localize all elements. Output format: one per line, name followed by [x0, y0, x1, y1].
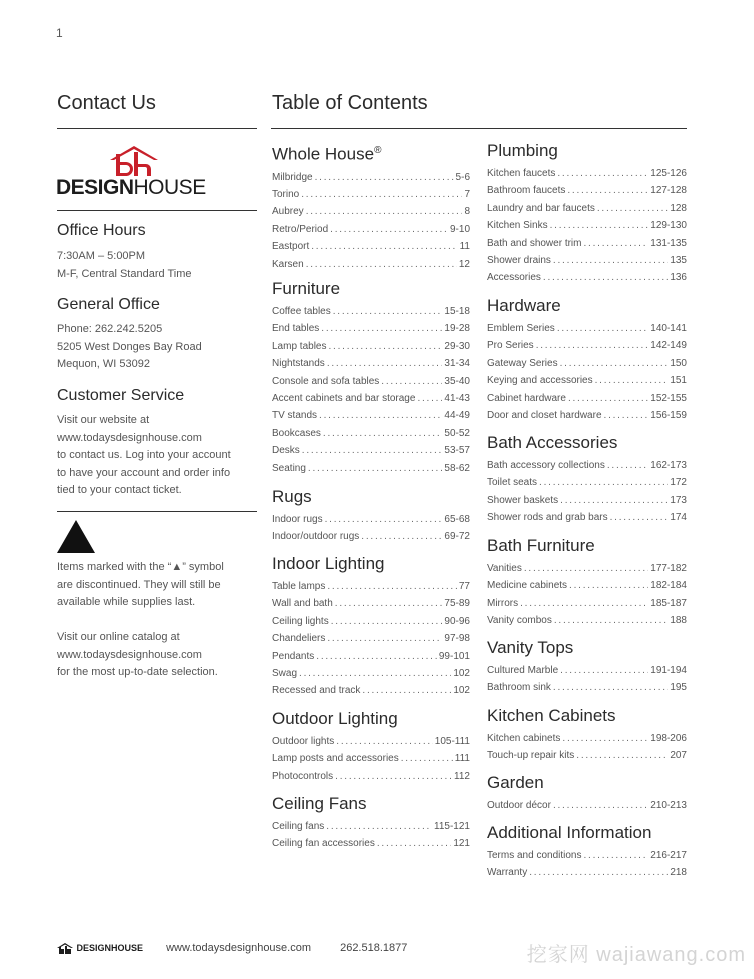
- toc-entry-page: 121: [453, 838, 470, 850]
- toc-entry-page: 77: [458, 581, 470, 592]
- toc-leader-dots: [335, 595, 443, 612]
- toc-entry[interactable]: [487, 679, 687, 696]
- toc-entry-page: 127-128: [650, 185, 687, 197]
- toc-entry-label: Terms and conditions: [487, 850, 582, 861]
- toc-section: [487, 140, 687, 287]
- toc-entry-label: Table lamps: [272, 581, 326, 592]
- toc-heading: Table of Contents: [272, 92, 428, 114]
- toc-entry[interactable]: [272, 442, 470, 459]
- toc-entry-page: 207: [670, 750, 687, 762]
- toc-entry[interactable]: [272, 425, 470, 442]
- toc-entry-page: 29-30: [444, 340, 470, 352]
- toc-entry-label: Retro/Period: [272, 223, 329, 235]
- toc-entry-page: 182-184: [650, 580, 687, 592]
- toc-leader-dots: [323, 425, 443, 442]
- toc-entry-label: Shower rods and grab bars: [487, 512, 608, 524]
- notice-rule: [57, 511, 257, 512]
- toc-leader-dots: [361, 528, 442, 545]
- toc-entry-page: 44-49: [444, 410, 470, 422]
- toc-entry[interactable]: [272, 320, 470, 337]
- toc-leader-dots: [326, 818, 432, 835]
- toc-entry-page: 53-57: [444, 445, 470, 457]
- toc-entry[interactable]: [272, 630, 470, 647]
- toc-entry-label: Console and sofa tables: [272, 375, 380, 387]
- toc-entry-label: Toilet seats: [487, 477, 538, 489]
- toc-entry-label: Desks: [272, 445, 300, 457]
- toc-entry-label: Door and closet hardware: [487, 410, 602, 422]
- toc-entry-label: Seating: [272, 462, 306, 474]
- toc-leader-dots: [536, 337, 649, 354]
- toc-entry-page: 191-194: [650, 665, 687, 676]
- toc-leader-dots: [328, 338, 442, 355]
- toc-entry-label: Bath accessory collections: [487, 460, 605, 471]
- toc-entry-page: 35-40: [444, 375, 470, 387]
- logo-wordmark: DESIGNHOUSE: [56, 176, 206, 199]
- toc-entry[interactable]: [272, 407, 470, 424]
- toc-leader-dots: [584, 235, 649, 252]
- watermark: 挖家网 wajiawang.com: [526, 944, 746, 966]
- toc-leader-dots: [553, 679, 668, 696]
- toc-section-title: Rugs: [272, 487, 312, 506]
- toc-entry-page: 142-149: [650, 340, 687, 352]
- toc-leader-dots: [301, 186, 462, 203]
- toc-entry[interactable]: [487, 235, 687, 252]
- toc-entry[interactable]: [487, 390, 687, 407]
- toc-entry[interactable]: [272, 373, 470, 390]
- toc-entry-page: 162-173: [650, 460, 687, 471]
- toc-entry-label: Vanities: [487, 563, 522, 574]
- toc-leader-dots: [401, 750, 453, 767]
- toc-entry[interactable]: [487, 355, 687, 372]
- toc-section-title: Bath Accessories: [487, 433, 618, 452]
- toc-entry-page: 12: [458, 258, 470, 270]
- toc-entry-label: Pro Series: [487, 340, 534, 352]
- toc-leader-dots: [381, 373, 442, 390]
- toc-entry-label: Ceiling fans: [272, 821, 325, 832]
- toc-entry-label: Wall and bath: [272, 598, 333, 610]
- catalog-notice: Visit our online catalog at www.todaysdesignhouse.com for the most up-to-date selection.: [57, 631, 218, 679]
- toc-section: [272, 553, 470, 700]
- toc-leader-dots: [308, 460, 443, 477]
- toc-entry-page: 218: [670, 867, 687, 879]
- toc-entry[interactable]: [272, 578, 470, 595]
- toc-section: [487, 535, 687, 630]
- toc-entry-label: Outdoor lights: [272, 736, 335, 747]
- toc-entry-label: Emblem Series: [487, 323, 555, 334]
- toc-leader-dots: [607, 457, 648, 474]
- toc-entry[interactable]: [487, 337, 687, 354]
- toc-entry-label: Kitchen Sinks: [487, 220, 548, 232]
- toc-section: [272, 278, 470, 477]
- toc-entry-page: 65-68: [444, 514, 470, 525]
- toc-leader-dots: [543, 269, 668, 286]
- toc-entry[interactable]: [487, 200, 687, 217]
- toc-entry-label: Accent cabinets and bar storage: [272, 393, 416, 405]
- toc-entry[interactable]: [487, 407, 687, 424]
- toc-entry-label: Warranty: [487, 867, 528, 879]
- toc-leader-dots: [335, 768, 452, 785]
- toc-entry-page: 151: [670, 375, 687, 387]
- toc-entry-page: 216-217: [650, 850, 687, 861]
- toc-entry[interactable]: [487, 730, 687, 747]
- toc-entry-label: Milbridge: [272, 171, 313, 183]
- toc-entry-label: Torino: [272, 189, 300, 201]
- toc-entry-label: Shower drains: [487, 255, 551, 267]
- toc-entry[interactable]: [487, 252, 687, 269]
- toc-entry[interactable]: [272, 665, 470, 682]
- toc-entry-page: 75-89: [444, 598, 470, 610]
- toc-entry[interactable]: [487, 509, 687, 526]
- toc-entry[interactable]: [272, 768, 470, 785]
- toc-entry[interactable]: [272, 595, 470, 612]
- toc-section: [272, 140, 470, 273]
- toc-leader-dots: [529, 864, 668, 881]
- toc-entry[interactable]: [272, 835, 470, 852]
- toc-leader-dots: [604, 407, 649, 424]
- toc-entry-label: Bookcases: [272, 427, 321, 439]
- toc-leader-dots: [557, 320, 648, 337]
- general-office-text: Phone: 262.242.5205 5205 West Donges Bay Road Mequon, WI 53092: [57, 323, 202, 371]
- toc-section: [272, 793, 470, 853]
- toc-entry-page: 11: [459, 241, 470, 253]
- toc-entry-page: 111: [454, 753, 470, 765]
- toc-section: [487, 822, 687, 882]
- toc-entry-label: Aubrey: [272, 206, 304, 218]
- discontinued-triangle-icon: [57, 520, 95, 553]
- toc-section: [487, 432, 687, 527]
- toc-leader-dots: [315, 169, 454, 186]
- toc-section-title: Vanity Tops: [487, 638, 574, 657]
- toc-section: [487, 637, 687, 697]
- footer-dh-icon: [56, 943, 74, 954]
- toc-entry[interactable]: [272, 460, 470, 477]
- toc-entry[interactable]: [272, 511, 470, 528]
- toc-leader-dots: [327, 630, 442, 647]
- toc-entry-page: 177-182: [650, 563, 687, 574]
- toc-entry-page: 31-34: [444, 358, 470, 370]
- toc-entry-page: 198-206: [650, 733, 687, 744]
- toc-leader-dots: [327, 578, 457, 595]
- toc-entry-label: Keying and accessories: [487, 375, 593, 387]
- toc-section-title: Bath Furniture: [487, 536, 595, 555]
- toc-entry[interactable]: [487, 372, 687, 389]
- toc-leader-dots: [299, 665, 451, 682]
- toc-entry-page: 50-52: [444, 427, 470, 439]
- toc-entry-label: Indoor/outdoor rugs: [272, 531, 360, 543]
- toc-leader-dots: [330, 221, 448, 238]
- toc-entry-page: 174: [670, 512, 687, 524]
- toc-section-title: Furniture: [272, 279, 341, 298]
- office-hours-title: Office Hours: [57, 222, 146, 239]
- toc-entry-page: 7: [464, 189, 470, 201]
- toc-entry[interactable]: [487, 182, 687, 199]
- toc-entry-page: 8: [464, 206, 470, 218]
- toc-leader-dots: [321, 320, 442, 337]
- toc-entry[interactable]: [272, 355, 470, 372]
- toc-entry[interactable]: [487, 612, 687, 629]
- toc-section-title: Indoor Lighting: [272, 554, 385, 573]
- toc-entry-page: 5-6: [455, 171, 470, 183]
- toc-entry-page: 156-159: [650, 410, 687, 422]
- toc-entry-page: 112: [454, 770, 470, 782]
- toc-entry-label: TV stands: [272, 410, 318, 422]
- toc-entry-label: Gateway Series: [487, 357, 558, 369]
- toc-entry[interactable]: [487, 662, 687, 679]
- general-office-title: General Office: [57, 296, 160, 313]
- toc-entry[interactable]: [487, 864, 687, 881]
- toc-entry[interactable]: [272, 750, 470, 767]
- toc-entry[interactable]: [487, 595, 687, 612]
- toc-entry-page: 97-98: [444, 633, 470, 645]
- toc-leader-dots: [569, 577, 648, 594]
- toc-entry[interactable]: [487, 797, 687, 814]
- toc-entry-label: Lamp posts and accessories: [272, 753, 399, 765]
- toc-entry-page: 125-126: [650, 168, 687, 179]
- toc-entry[interactable]: [487, 217, 687, 234]
- toc-entry-label: Shower baskets: [487, 494, 559, 506]
- website-link[interactable]: www.todaysdesignhouse.com: [57, 431, 202, 444]
- dh-mark-icon: [106, 144, 170, 178]
- toc-entry-label: Karsen: [272, 258, 304, 270]
- toc-entry-page: 69-72: [444, 531, 470, 543]
- toc-leader-dots: [553, 797, 648, 814]
- toc-entry-label: Touch-up repair kits: [487, 750, 575, 762]
- designhouse-logo: [56, 144, 216, 200]
- toc-entry-label: Bathroom faucets: [487, 185, 566, 197]
- toc-entry-page: 172: [670, 477, 687, 489]
- toc-entry[interactable]: [487, 320, 687, 337]
- toc-rule: [271, 128, 687, 129]
- toc-leader-dots: [557, 165, 648, 182]
- office-hours-text: 7:30AM – 5:00PM M-F, Central Standard Time: [57, 250, 192, 280]
- toc-section-title: Outdoor Lighting: [272, 709, 398, 728]
- toc-leader-dots: [562, 730, 648, 747]
- toc-leader-dots: [595, 372, 669, 389]
- toc-entry[interactable]: [272, 682, 470, 699]
- toc-leader-dots: [325, 511, 443, 528]
- toc-entry-label: Recessed and track: [272, 685, 361, 697]
- toc-section: [487, 772, 687, 814]
- toc-entry-page: 152-155: [650, 392, 687, 404]
- toc-entry-page: 129-130: [650, 220, 687, 232]
- toc-entry-label: Swag: [272, 668, 298, 680]
- toc-leader-dots: [319, 407, 442, 424]
- toc-entry-label: Ceiling lights: [272, 615, 329, 627]
- toc-entry-page: 90-96: [444, 615, 470, 627]
- toc-entry-page: 9-10: [449, 223, 470, 235]
- toc-entry[interactable]: [272, 169, 470, 186]
- toc-entry[interactable]: [272, 613, 470, 630]
- toc-section-title: Additional Information: [487, 823, 652, 842]
- toc-leader-dots: [316, 648, 437, 665]
- toc-entry[interactable]: [487, 474, 687, 491]
- registered-mark: ®: [374, 145, 382, 156]
- toc-entry-page: 136: [670, 272, 687, 284]
- toc-entry-label: Outdoor décor: [487, 800, 551, 811]
- toc-entry[interactable]: [487, 457, 687, 474]
- toc-leader-dots: [554, 612, 668, 629]
- toc-leader-dots: [560, 492, 668, 509]
- toc-entry-page: 115-121: [434, 821, 470, 832]
- toc-section-title: Garden: [487, 773, 544, 792]
- toc-entry-label: Medicine cabinets: [487, 580, 568, 592]
- toc-entry-label: Coffee tables: [272, 306, 331, 317]
- toc-leader-dots: [327, 355, 443, 372]
- toc-entry-label: End tables: [272, 323, 320, 335]
- toc-leader-dots: [311, 238, 457, 255]
- toc-leader-dots: [584, 847, 649, 864]
- toc-section-title: Kitchen Cabinets: [487, 706, 616, 725]
- toc-leader-dots: [377, 835, 451, 852]
- toc-entry-page: 188: [670, 615, 687, 627]
- toc-entry-label: Kitchen cabinets: [487, 733, 561, 744]
- toc-entry-page: 140-141: [650, 323, 687, 334]
- toc-entry-label: Indoor rugs: [272, 514, 323, 525]
- toc-leader-dots: [331, 613, 443, 630]
- toc-leader-dots: [597, 200, 668, 217]
- toc-entry-label: Eastport: [272, 241, 310, 253]
- toc-entry[interactable]: [272, 256, 470, 273]
- toc-entry[interactable]: [487, 847, 687, 864]
- contact-rule: [57, 128, 257, 129]
- toc-leader-dots: [333, 303, 443, 320]
- toc-leader-dots: [417, 390, 442, 407]
- toc-leader-dots: [302, 442, 443, 459]
- toc-entry-label: Kitchen faucets: [487, 168, 556, 179]
- footer-website[interactable]: www.todaysdesignhouse.com: [166, 942, 312, 954]
- toc-section: [272, 708, 470, 785]
- toc-entry-page: 135: [670, 255, 687, 267]
- toc-leader-dots: [524, 560, 648, 577]
- toc-leader-dots: [362, 682, 451, 699]
- toc-entry-page: 128: [670, 202, 687, 214]
- toc-leader-dots: [560, 662, 648, 679]
- toc-entry-label: Vanity combos: [487, 615, 552, 627]
- toc-entry[interactable]: [487, 577, 687, 594]
- toc-section: [487, 705, 687, 765]
- toc-entry-label: Lamp tables: [272, 340, 327, 352]
- logo-rule: [57, 210, 257, 211]
- toc-leader-dots: [610, 509, 669, 526]
- toc-entry[interactable]: [487, 492, 687, 509]
- toc-leader-dots: [560, 355, 669, 372]
- toc-entry-page: 173: [670, 494, 687, 506]
- page-number: 1: [56, 26, 63, 40]
- contact-heading: Contact Us: [57, 92, 156, 114]
- toc-leader-dots: [553, 252, 668, 269]
- toc-entry-page: 210-213: [650, 800, 687, 811]
- toc-entry[interactable]: [272, 303, 470, 320]
- toc-section: [272, 486, 470, 546]
- toc-entry-label: Ceiling fan accessories: [272, 838, 375, 850]
- toc-entry-page: 150: [670, 357, 687, 369]
- toc-entry-page: 58-62: [444, 462, 470, 474]
- toc-entry[interactable]: [272, 338, 470, 355]
- toc-entry[interactable]: [272, 186, 470, 203]
- toc-section: [487, 295, 687, 424]
- toc-entry-page: 185-187: [650, 597, 687, 609]
- toc-entry[interactable]: [272, 238, 470, 255]
- toc-entry[interactable]: [487, 747, 687, 764]
- toc-entry[interactable]: [272, 648, 470, 665]
- toc-entry-page: 99-101: [438, 650, 470, 662]
- toc-entry-page: 19-28: [444, 323, 470, 335]
- toc-section-title: Whole House®: [272, 144, 382, 164]
- toc-entry[interactable]: [487, 269, 687, 286]
- toc-leader-dots: [550, 217, 649, 234]
- toc-entry-label: Accessories: [487, 272, 541, 284]
- toc-entry-label: Mirrors: [487, 597, 519, 609]
- toc-entry-page: 131-135: [650, 237, 687, 249]
- toc-entry-label: Photocontrols: [272, 770, 334, 782]
- toc-leader-dots: [568, 390, 648, 407]
- toc-leader-dots: [539, 474, 668, 491]
- toc-leader-dots: [576, 747, 668, 764]
- toc-entry-label: Laundry and bar faucets: [487, 202, 595, 214]
- toc-entry[interactable]: [272, 203, 470, 220]
- toc-entry-label: Cabinet hardware: [487, 392, 566, 404]
- toc-entry[interactable]: [272, 733, 470, 750]
- toc-leader-dots: [336, 733, 433, 750]
- customer-service-title: Customer Service: [57, 387, 185, 404]
- toc-entry[interactable]: [272, 221, 470, 238]
- toc-entry-page: 15-18: [444, 306, 470, 317]
- toc-entry[interactable]: [487, 560, 687, 577]
- customer-service-text: Visit our website at www.todaysdesignhouse.com to contact us. Log into your account to have your account and order info tied to your contact ticket.: [57, 414, 231, 497]
- discontinued-notice: Items marked with the “▲” symbol are discontinued. They will still be available while supplies last.: [57, 561, 224, 609]
- catalog-link[interactable]: www.todaysdesignhouse.com: [57, 648, 202, 661]
- toc-entry-label: Bathroom sink: [487, 682, 551, 694]
- toc-entry[interactable]: [272, 528, 470, 545]
- toc-leader-dots: [567, 182, 648, 199]
- toc-entry-label: Nightstands: [272, 358, 325, 370]
- footer-phone: 262.518.1877: [340, 942, 408, 954]
- toc-entry-page: 195: [670, 682, 687, 694]
- toc-entry-page: 41-43: [444, 393, 470, 405]
- toc-entry[interactable]: [272, 818, 470, 835]
- toc-entry-label: Chandeliers: [272, 633, 326, 645]
- toc-entry-page: 102: [453, 685, 470, 697]
- toc-section-title: Hardware: [487, 296, 561, 315]
- toc-section-title: Ceiling Fans: [272, 794, 367, 813]
- toc-leader-dots: [306, 203, 463, 220]
- toc-entry-label: Bath and shower trim: [487, 237, 582, 249]
- toc-leader-dots: [520, 595, 648, 612]
- footer: [56, 942, 433, 954]
- toc-leader-dots: [306, 256, 457, 273]
- toc-entry-page: 102: [453, 668, 470, 680]
- toc-entry-label: Cultured Marble: [487, 665, 559, 676]
- toc-section-title: Plumbing: [487, 141, 558, 160]
- footer-logo: DESIGNHOUSE: [56, 943, 143, 954]
- toc-entry-label: Pendants: [272, 650, 315, 662]
- toc-entry[interactable]: [272, 390, 470, 407]
- toc-entry-page: 105-111: [434, 736, 470, 747]
- toc-entry[interactable]: [487, 165, 687, 182]
